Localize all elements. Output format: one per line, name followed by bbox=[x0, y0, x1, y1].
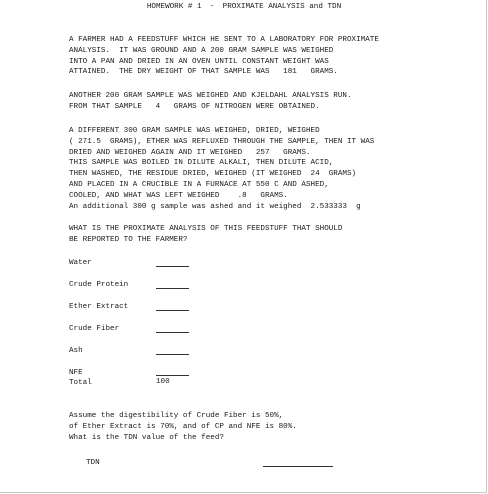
homework-topic: PROXIMATE ANALYSIS and TDN bbox=[222, 3, 342, 11]
page-header bbox=[0, 3, 488, 11]
answer-blank-nfe[interactable] bbox=[156, 375, 189, 376]
label-tdn: TDN bbox=[86, 459, 100, 467]
label-crude-protein: Crude Protein bbox=[69, 281, 129, 289]
question-tdn: Assume the digestibility of Crude Fiber is 50%, of Ether Extract is 70%, and of CP and NFE is 80%. What is the TDN value of the feed? bbox=[69, 412, 297, 442]
answer-blank-crude-fiber[interactable] bbox=[156, 332, 189, 333]
label-ash: Ash bbox=[69, 347, 83, 355]
header-separator: - bbox=[209, 3, 215, 11]
total-value: 100 bbox=[156, 378, 170, 386]
paragraph-dry-matter: A FARMER HAD A FEEDSTUFF WHICH HE SENT TO A LABORATORY FOR PROXIMATE ANALYSIS. IT WAS GROUND AND A 200 GRAM SAMPLE WAS WEIGHED INTO A PAN AND DRIED IN AN OVEN UNTIL CONSTANT WEIGHT WAS ATTAINED. THE DRY WEIGHT OF THAT SAMPLE WAS 181 GRAMS. bbox=[69, 36, 379, 77]
label-water: Water bbox=[69, 259, 92, 267]
answer-blank-crude-protein[interactable] bbox=[156, 288, 189, 289]
answer-blank-water[interactable] bbox=[156, 266, 189, 267]
answer-blank-tdn[interactable] bbox=[263, 466, 333, 467]
homework-title: HOMEWORK # 1 bbox=[146, 3, 202, 11]
label-total: Total bbox=[69, 379, 92, 387]
label-crude-fiber: Crude Fiber bbox=[69, 325, 120, 333]
question-proximate-analysis: WHAT IS THE PROXIMATE ANALYSIS OF THIS FEEDSTUFF THAT SHOULD BE REPORTED TO THE FARMER? bbox=[69, 225, 343, 244]
paragraph-ether-fiber-ash: A DIFFERENT 300 GRAM SAMPLE WAS WEIGHED, DRIED, WEIGHED ( 271.5 GRAMS), ETHER WAS REFLUXED THROUGH THE SAMPLE, THEN IT WAS DRIED AND WEIGHED AGAIN AND IT WEIGHED 257 GRAMS. THIS SAMPLE WAS BOILED IN DILUTE ALKALI, THEN DILUTE ACID, THEN WASHED, THE RESIDUE DRIED, WEIGHED (IT WEIGHED 24 GRAMS) AND PLACED IN A CRUCIBLE IN A FURNACE AT 550 C AND ASHED, COOLED, AND WHAT WAS LEFT WEIGHED .8 GRAMS. An additional 300 g sample was ashed and it weighed 2.533333 g bbox=[69, 127, 375, 211]
label-ether-extract: Ether Extract bbox=[69, 303, 129, 311]
answer-blank-ether-extract[interactable] bbox=[156, 310, 189, 311]
answer-blank-ash[interactable] bbox=[156, 354, 189, 355]
paragraph-nitrogen: ANOTHER 200 GRAM SAMPLE WAS WEIGHED AND KJELDAHL ANALYSIS RUN. FROM THAT SAMPLE 4 GRAMS OF NITROGEN WERE OBTAINED. bbox=[69, 92, 352, 111]
label-nfe: NFE bbox=[69, 369, 83, 377]
